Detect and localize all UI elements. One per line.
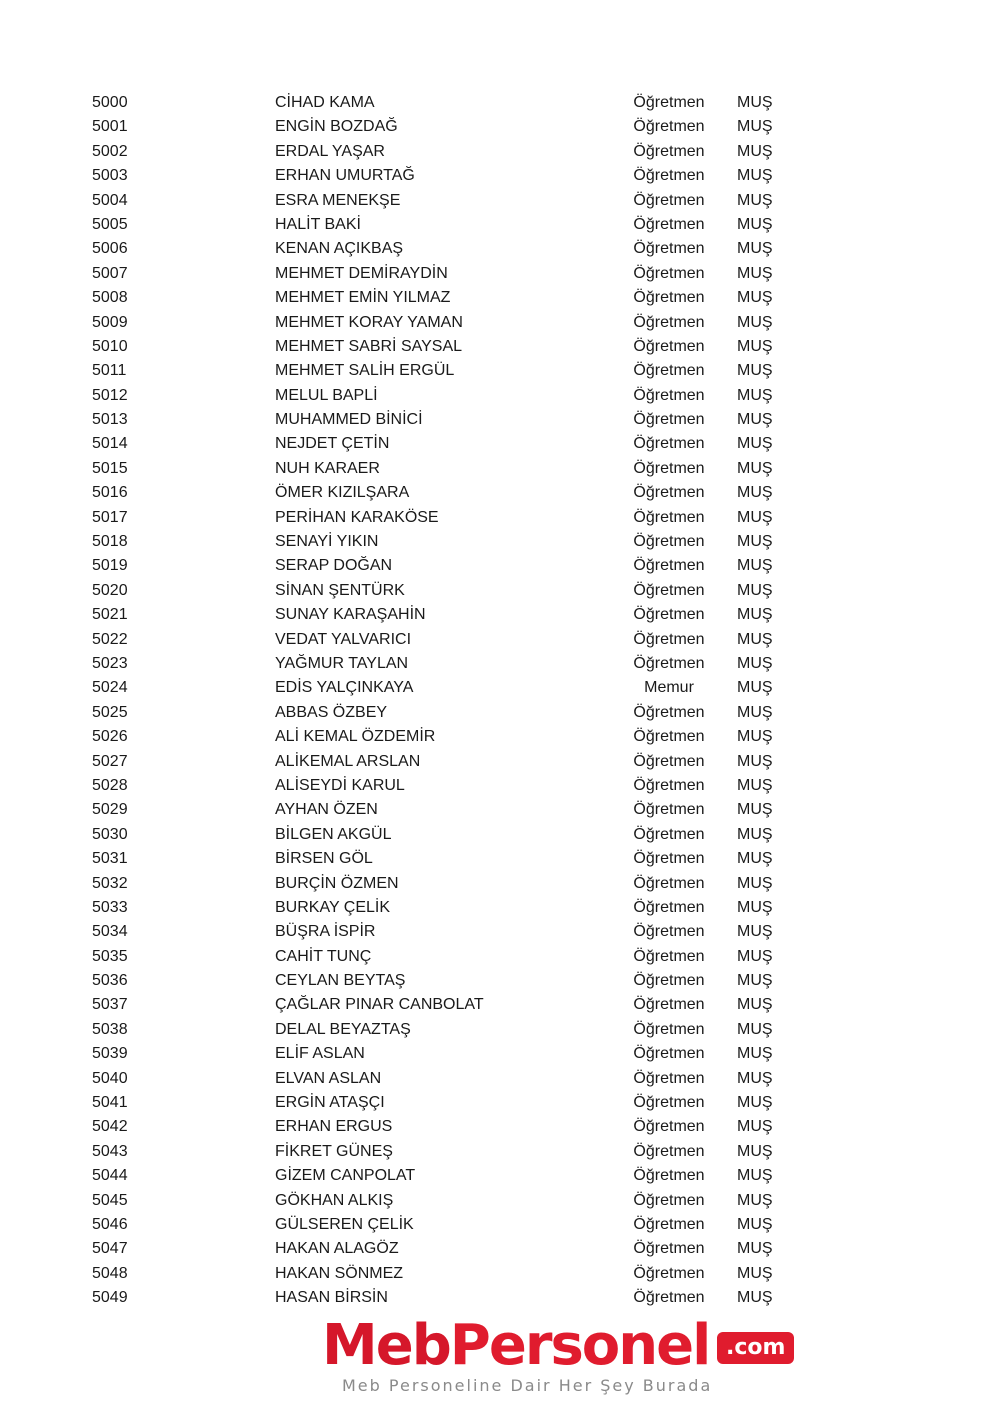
job-title: Öğretmen bbox=[633, 1191, 705, 1209]
row-number: 5038 bbox=[92, 1020, 128, 1038]
job-title: Öğretmen bbox=[633, 167, 705, 185]
row-number: 5014 bbox=[92, 435, 128, 453]
city: MUŞ bbox=[737, 191, 773, 209]
row-number: 5016 bbox=[92, 484, 128, 502]
person-name: BÜŞRA İSPİR bbox=[275, 923, 376, 941]
table-row bbox=[0, 579, 1000, 603]
watermark-logo bbox=[0, 1312, 1000, 1415]
person-name: GÜLSEREN ÇELİK bbox=[275, 1215, 414, 1233]
table-row bbox=[0, 1042, 1000, 1066]
person-name: ÖMER KIZILŞARA bbox=[275, 484, 410, 502]
row-number: 5020 bbox=[92, 581, 128, 599]
job-title: Öğretmen bbox=[633, 1289, 705, 1307]
row-number: 5001 bbox=[92, 118, 128, 136]
person-name: ABBAS ÖZBEY bbox=[275, 703, 388, 721]
row-number: 5024 bbox=[92, 679, 128, 697]
table-row bbox=[0, 774, 1000, 798]
city: MUŞ bbox=[737, 728, 773, 746]
person-name: DELAL BEYAZTAŞ bbox=[275, 1020, 411, 1038]
row-number: 5047 bbox=[92, 1240, 128, 1258]
table-row bbox=[0, 1091, 1000, 1115]
city: MUŞ bbox=[737, 142, 773, 160]
city: MUŞ bbox=[737, 215, 773, 233]
job-title: Öğretmen bbox=[633, 1240, 705, 1258]
job-title: Öğretmen bbox=[633, 557, 705, 575]
job-title: Öğretmen bbox=[633, 191, 705, 209]
table-row bbox=[0, 408, 1000, 432]
row-number: 5019 bbox=[92, 557, 128, 575]
person-name: EDİS YALÇINKAYA bbox=[275, 679, 414, 697]
person-name: ERHAN UMURTAĞ bbox=[275, 167, 415, 185]
table-row bbox=[0, 164, 1000, 188]
table-row bbox=[0, 335, 1000, 359]
table-row bbox=[0, 945, 1000, 969]
city: MUŞ bbox=[737, 581, 773, 599]
table-row bbox=[0, 237, 1000, 261]
job-title: Öğretmen bbox=[633, 435, 705, 453]
city: MUŞ bbox=[737, 898, 773, 916]
job-title: Öğretmen bbox=[633, 508, 705, 526]
table-row bbox=[0, 701, 1000, 725]
job-title: Öğretmen bbox=[633, 240, 705, 258]
job-title: Öğretmen bbox=[633, 142, 705, 160]
table-row bbox=[0, 750, 1000, 774]
city: MUŞ bbox=[737, 972, 773, 990]
table-row bbox=[0, 872, 1000, 896]
city: MUŞ bbox=[737, 1118, 773, 1136]
city: MUŞ bbox=[737, 167, 773, 185]
city: MUŞ bbox=[737, 289, 773, 307]
job-title: Öğretmen bbox=[633, 1167, 705, 1185]
table-row bbox=[0, 115, 1000, 139]
person-name: BURKAY ÇELİK bbox=[275, 898, 391, 916]
table-row bbox=[0, 1115, 1000, 1139]
person-name: CAHİT TUNÇ bbox=[275, 947, 372, 965]
job-title: Öğretmen bbox=[633, 1069, 705, 1087]
person-name: HAKAN SÖNMEZ bbox=[275, 1264, 404, 1282]
person-name: FİKRET GÜNEŞ bbox=[275, 1142, 393, 1160]
row-number: 5026 bbox=[92, 728, 128, 746]
person-name: ALİSEYDİ KARUL bbox=[275, 776, 405, 794]
city: MUŞ bbox=[737, 484, 773, 502]
city: MUŞ bbox=[737, 1167, 773, 1185]
job-title: Öğretmen bbox=[633, 923, 705, 941]
person-name: CİHAD KAMA bbox=[275, 94, 375, 111]
table-row bbox=[0, 213, 1000, 237]
city: MUŞ bbox=[737, 825, 773, 843]
job-title: Öğretmen bbox=[633, 1215, 705, 1233]
row-number: 5032 bbox=[92, 874, 128, 892]
table-row bbox=[0, 920, 1000, 944]
person-name: YAĞMUR TAYLAN bbox=[275, 654, 409, 672]
job-title: Öğretmen bbox=[633, 264, 705, 282]
job-title: Öğretmen bbox=[633, 654, 705, 672]
job-title: Öğretmen bbox=[633, 1264, 705, 1282]
person-name: ERDAL YAŞAR bbox=[275, 142, 385, 160]
job-title: Öğretmen bbox=[633, 313, 705, 331]
row-number: 5031 bbox=[92, 850, 128, 868]
table-row bbox=[0, 676, 1000, 700]
row-number: 5017 bbox=[92, 508, 128, 526]
row-number: 5029 bbox=[92, 801, 128, 819]
table-row bbox=[0, 1164, 1000, 1188]
row-number: 5033 bbox=[92, 898, 128, 916]
city: MUŞ bbox=[737, 362, 773, 380]
job-title: Öğretmen bbox=[633, 825, 705, 843]
person-name: KENAN AÇIKBAŞ bbox=[275, 240, 404, 258]
city: MUŞ bbox=[737, 654, 773, 672]
job-title: Öğretmen bbox=[633, 386, 705, 404]
row-number: 5035 bbox=[92, 947, 128, 965]
city: MUŞ bbox=[737, 1215, 773, 1233]
city: MUŞ bbox=[737, 533, 773, 551]
row-number: 5002 bbox=[92, 142, 128, 160]
row-number: 5013 bbox=[92, 411, 128, 429]
city: MUŞ bbox=[737, 679, 773, 697]
city: MUŞ bbox=[737, 94, 773, 111]
city: MUŞ bbox=[737, 1191, 773, 1209]
person-name: ELVAN ASLAN bbox=[275, 1069, 382, 1087]
person-name: ELİF ASLAN bbox=[275, 1045, 365, 1063]
row-number: 5005 bbox=[92, 215, 128, 233]
city: MUŞ bbox=[737, 1264, 773, 1282]
city: MUŞ bbox=[737, 850, 773, 868]
row-number: 5018 bbox=[92, 533, 128, 551]
table-row bbox=[0, 286, 1000, 310]
row-number: 5034 bbox=[92, 923, 128, 941]
city: MUŞ bbox=[737, 801, 773, 819]
person-name: MEHMET SALİH ERGÜL bbox=[275, 362, 455, 380]
job-title: Öğretmen bbox=[633, 459, 705, 477]
city: MUŞ bbox=[737, 264, 773, 282]
city: MUŞ bbox=[737, 508, 773, 526]
person-name: ALİKEMAL ARSLAN bbox=[275, 752, 421, 770]
city: MUŞ bbox=[737, 752, 773, 770]
job-title: Öğretmen bbox=[633, 362, 705, 380]
city: MUŞ bbox=[737, 240, 773, 258]
job-title: Öğretmen bbox=[633, 1142, 705, 1160]
job-title: Öğretmen bbox=[633, 728, 705, 746]
row-number: 5025 bbox=[92, 703, 128, 721]
person-name: MUHAMMED BİNİCİ bbox=[275, 411, 423, 429]
row-number: 5039 bbox=[92, 1045, 128, 1063]
person-name: ESRA MENEKŞE bbox=[275, 191, 401, 209]
job-title: Öğretmen bbox=[633, 1045, 705, 1063]
city: MUŞ bbox=[737, 630, 773, 648]
table-row bbox=[0, 652, 1000, 676]
person-name: AYHAN ÖZEN bbox=[275, 801, 378, 819]
city: MUŞ bbox=[737, 996, 773, 1014]
person-name: HALİT BAKİ bbox=[275, 215, 361, 233]
person-name: MEHMET EMİN YILMAZ bbox=[275, 289, 451, 307]
city: MUŞ bbox=[737, 337, 773, 355]
person-name: CEYLAN BEYTAŞ bbox=[275, 972, 406, 990]
city: MUŞ bbox=[737, 1020, 773, 1038]
city: MUŞ bbox=[737, 923, 773, 941]
row-number: 5043 bbox=[92, 1142, 128, 1160]
table-row bbox=[0, 847, 1000, 871]
row-number: 5000 bbox=[92, 94, 128, 111]
person-name: BURÇİN ÖZMEN bbox=[275, 874, 399, 892]
logo-wordmark bbox=[322, 1313, 710, 1378]
person-name: HASAN BİRSİN bbox=[275, 1289, 388, 1307]
city: MUŞ bbox=[737, 1094, 773, 1112]
logo-word-meb: Meb bbox=[322, 1313, 450, 1378]
table-row bbox=[0, 725, 1000, 749]
city: MUŞ bbox=[737, 606, 773, 624]
job-title: Öğretmen bbox=[633, 947, 705, 965]
row-number: 5040 bbox=[92, 1069, 128, 1087]
row-number: 5049 bbox=[92, 1289, 128, 1307]
table-row bbox=[0, 1237, 1000, 1261]
city: MUŞ bbox=[737, 874, 773, 892]
table-row bbox=[0, 798, 1000, 822]
table-row bbox=[0, 1018, 1000, 1042]
city: MUŞ bbox=[737, 1289, 773, 1307]
job-title: Öğretmen bbox=[633, 703, 705, 721]
person-name: SENAYİ YIKIN bbox=[275, 533, 379, 551]
logo-word-personel: Personel bbox=[449, 1313, 710, 1378]
table-row bbox=[0, 1262, 1000, 1286]
row-number: 5036 bbox=[92, 972, 128, 990]
person-name: PERİHAN KARAKÖSE bbox=[275, 508, 439, 526]
person-name: MELUL BAPLİ bbox=[275, 386, 378, 404]
row-number: 5007 bbox=[92, 264, 128, 282]
person-name: ERGİN ATAŞÇI bbox=[275, 1094, 385, 1112]
city: MUŞ bbox=[737, 386, 773, 404]
row-number: 5021 bbox=[92, 606, 128, 624]
job-title: Öğretmen bbox=[633, 850, 705, 868]
job-title: Öğretmen bbox=[633, 484, 705, 502]
job-title: Öğretmen bbox=[633, 776, 705, 794]
person-name: BİRSEN GÖL bbox=[275, 850, 373, 868]
table-row bbox=[0, 359, 1000, 383]
table-row bbox=[0, 993, 1000, 1017]
job-title: Öğretmen bbox=[633, 337, 705, 355]
city: MUŞ bbox=[737, 411, 773, 429]
table-row bbox=[0, 506, 1000, 530]
person-name: MEHMET DEMİRAYDİN bbox=[275, 264, 448, 282]
table-row bbox=[0, 1213, 1000, 1237]
person-name: GİZEM CANPOLAT bbox=[275, 1167, 416, 1185]
city: MUŞ bbox=[737, 459, 773, 477]
person-name: BİLGEN AKGÜL bbox=[275, 825, 392, 843]
row-number: 5004 bbox=[92, 191, 128, 209]
table-row bbox=[0, 896, 1000, 920]
table-row bbox=[0, 432, 1000, 456]
job-title: Öğretmen bbox=[633, 898, 705, 916]
person-name: MEHMET SABRİ SAYSAL bbox=[275, 337, 463, 355]
row-number: 5022 bbox=[92, 630, 128, 648]
table-row bbox=[0, 603, 1000, 627]
person-name: ERHAN ERGUS bbox=[275, 1118, 393, 1136]
row-number: 5012 bbox=[92, 386, 128, 404]
table-row bbox=[0, 311, 1000, 335]
person-name: ÇAĞLAR PINAR CANBOLAT bbox=[275, 996, 484, 1014]
city: MUŞ bbox=[737, 947, 773, 965]
job-title: Öğretmen bbox=[633, 996, 705, 1014]
row-number: 5030 bbox=[92, 825, 128, 843]
table-row bbox=[0, 823, 1000, 847]
person-name: MEHMET KORAY YAMAN bbox=[275, 313, 463, 331]
job-title: Öğretmen bbox=[633, 118, 705, 136]
person-name: NUH KARAER bbox=[275, 459, 380, 477]
job-title: Öğretmen bbox=[633, 533, 705, 551]
table-row bbox=[0, 189, 1000, 213]
job-title: Memur bbox=[644, 679, 694, 697]
row-number: 5027 bbox=[92, 752, 128, 770]
city: MUŞ bbox=[737, 1069, 773, 1087]
row-number: 5048 bbox=[92, 1264, 128, 1282]
person-name: ENGİN BOZDAĞ bbox=[275, 118, 398, 136]
city: MUŞ bbox=[737, 435, 773, 453]
job-title: Öğretmen bbox=[633, 630, 705, 648]
logo-tagline: Meb Personeline Dair Her Şey Burada bbox=[342, 1376, 713, 1395]
job-title: Öğretmen bbox=[633, 1020, 705, 1038]
job-title: Öğretmen bbox=[633, 606, 705, 624]
row-number: 5003 bbox=[92, 167, 128, 185]
city: MUŞ bbox=[737, 313, 773, 331]
job-title: Öğretmen bbox=[633, 801, 705, 819]
city: MUŞ bbox=[737, 1142, 773, 1160]
logo-domain-badge: .com bbox=[717, 1332, 794, 1364]
city: MUŞ bbox=[737, 1045, 773, 1063]
row-number: 5009 bbox=[92, 313, 128, 331]
job-title: Öğretmen bbox=[633, 752, 705, 770]
table-row bbox=[0, 262, 1000, 286]
table-row bbox=[0, 384, 1000, 408]
row-number: 5010 bbox=[92, 337, 128, 355]
job-title: Öğretmen bbox=[633, 411, 705, 429]
job-title: Öğretmen bbox=[633, 1118, 705, 1136]
person-name: SERAP DOĞAN bbox=[275, 557, 393, 575]
row-number: 5042 bbox=[92, 1118, 128, 1136]
row-number: 5041 bbox=[92, 1094, 128, 1112]
row-number: 5006 bbox=[92, 240, 128, 258]
table-row bbox=[0, 91, 1000, 115]
table-row bbox=[0, 628, 1000, 652]
row-number: 5046 bbox=[92, 1215, 128, 1233]
job-title: Öğretmen bbox=[633, 1094, 705, 1112]
city: MUŞ bbox=[737, 703, 773, 721]
row-number: 5023 bbox=[92, 654, 128, 672]
job-title: Öğretmen bbox=[633, 94, 705, 111]
table-row bbox=[0, 530, 1000, 554]
table-row bbox=[0, 457, 1000, 481]
row-number: 5045 bbox=[92, 1191, 128, 1209]
table-row bbox=[0, 1067, 1000, 1091]
table-row bbox=[0, 481, 1000, 505]
job-title: Öğretmen bbox=[633, 289, 705, 307]
table-row bbox=[0, 554, 1000, 578]
person-name: NEJDET ÇETİN bbox=[275, 435, 390, 453]
row-number: 5015 bbox=[92, 459, 128, 477]
row-number: 5044 bbox=[92, 1167, 128, 1185]
city: MUŞ bbox=[737, 1240, 773, 1258]
personnel-list bbox=[0, 91, 1000, 1311]
person-name: VEDAT YALVARICI bbox=[275, 630, 412, 648]
person-name: SUNAY KARAŞAHİN bbox=[275, 606, 426, 624]
job-title: Öğretmen bbox=[633, 581, 705, 599]
job-title: Öğretmen bbox=[633, 972, 705, 990]
table-row bbox=[0, 1189, 1000, 1213]
city: MUŞ bbox=[737, 557, 773, 575]
table-row bbox=[0, 1286, 1000, 1310]
person-name: GÖKHAN ALKIŞ bbox=[275, 1191, 394, 1209]
table-row bbox=[0, 140, 1000, 164]
person-name: SİNAN ŞENTÜRK bbox=[275, 581, 405, 599]
table-row bbox=[0, 1140, 1000, 1164]
job-title: Öğretmen bbox=[633, 874, 705, 892]
row-number: 5028 bbox=[92, 776, 128, 794]
row-number: 5008 bbox=[92, 289, 128, 307]
person-name: HAKAN ALAGÖZ bbox=[275, 1240, 399, 1258]
table-row bbox=[0, 969, 1000, 993]
city: MUŞ bbox=[737, 118, 773, 136]
row-number: 5037 bbox=[92, 996, 128, 1014]
city: MUŞ bbox=[737, 776, 773, 794]
person-name: ALİ KEMAL ÖZDEMİR bbox=[275, 728, 436, 746]
row-number: 5011 bbox=[92, 362, 127, 380]
job-title: Öğretmen bbox=[633, 215, 705, 233]
